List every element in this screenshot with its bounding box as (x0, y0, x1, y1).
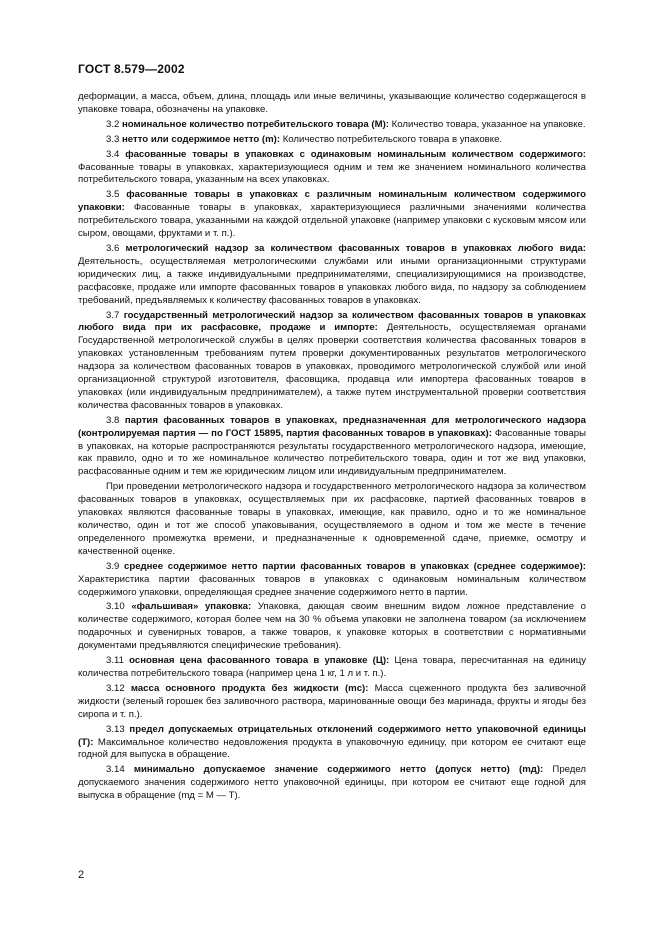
paragraph (78, 415, 586, 480)
clause-number: 3.10 (106, 601, 125, 613)
paragraph-text: Упаковка, дающая своим внешним видом ложное представление о количестве содержимого, которая более чем на 30 % объема упаковки не заполнена товаром (за исключением подарочных и сувенирных товаров, а также товаров, к упаковке которых в соответствии с нормативными документами предъявляются специфические требования). (78, 601, 586, 652)
paragraph (78, 91, 586, 117)
clause-number: 3.7 (106, 309, 120, 321)
paragraph (78, 243, 586, 308)
paragraph-text: Деятельность, осуществляемая органами Государственной метрологической службы в целях проверки соответствия количества фасованных товаров в упаковках установленным требованиям путем проверки документированных результатов метрологического надзора за количеством фасованных товаров в упаковках, проводимого метрологической службой или иной организационной структурой изготовителя, фасовщика, продавца или импортера фасованных товаров в упаковках (или индивидуальным предпринимателем), а также путем инструментальной проверки соответствия количества фасованных товаров в упаковках. (78, 322, 586, 411)
document-body (78, 91, 586, 805)
paragraph (78, 764, 586, 803)
paragraph (78, 655, 586, 681)
term-definition-heading: минимально допускаемое значение содержимого нетто (допуск нетто) (mд): (133, 764, 544, 776)
term-definition-heading: партия фасованных товаров в упаковках, предназначенная для метрологического надзора (контролируемая партия — по ГОСТ 15895, партия фасованных товаров в упаковках): (78, 414, 586, 439)
paragraph-text: Фасованные товары в упаковках, характеризующиеся одним и тем же значением номинального количества потребительского товара, указанным на всех упаковках. (78, 161, 586, 186)
paragraph-text: Характеристика партии фасованных товаров в упаковках с одинаковым номинальным количеством содержимого упаковки, определяющая среднее значение содержимого нетто в партии. (78, 573, 586, 598)
term-definition-heading: предел допускаемых отрицательных отклонений содержимого нетто упаковочной единицы (T): (78, 723, 586, 748)
term-definition-heading: метрологический надзор за количеством фасованных товаров в упаковках любого вида: (125, 242, 586, 254)
paragraph-text: деформации, а масса, объем, длина, площадь или иные величины, указывающие количество содержащегося в упаковке товара, обозначены на упаковке. (78, 91, 586, 115)
term-definition-heading: государственный метрологический надзор за количеством фасованных товаров в упаковках любого вида при их расфасовке, продаже и импорте: (78, 309, 586, 334)
paragraph-text: Масса сцеженного продукта без заливочной жидкости (зеленый горошек без заливочного раствора, маринованные овощи без маринада, фрукты и ягоды без сиропа и т. п.). (78, 682, 586, 720)
clause-number: 3.5 (106, 189, 120, 201)
clause-number: 3.13 (106, 723, 125, 735)
document-header: ГОСТ 8.579—2002 (78, 62, 185, 76)
paragraph-text: Фасованные товары в упаковках, характеризующиеся различными значениями количества потребительского товара, указанными на каждой отдельной упаковке (например упаковки с кусковым мясом или сыром, овощами, фруктами и т. п.). (78, 202, 587, 240)
paragraph-text: Количество потребительского товара в упаковке. (282, 133, 503, 145)
term-definition-heading: номинальное количество потребительского товара (M): (122, 118, 389, 130)
clause-number: 3.2 (106, 118, 120, 130)
clause-number: 3.14 (106, 764, 125, 776)
paragraph (78, 310, 586, 413)
paragraph (78, 134, 586, 147)
clause-number: 3.12 (106, 682, 125, 694)
paragraph (78, 119, 586, 132)
clause-number: 3.9 (106, 560, 120, 572)
term-definition-heading: среднее содержимое нетто партии фасованных товаров в упаковках (среднее содержимое): (124, 560, 586, 572)
paragraph-text: Максимальное количество недовложения продукта в упаковочную единицу, при котором ее считают еще годной для выпуска в обращение. (78, 736, 586, 761)
paragraph-text: Фасованные товары в упаковках, на которые распространяются результаты государственного метрологического надзора, имеющие, как правило, одно и то же номинальное количество потребительского товара, один и тот же вид упаковки, расфасованные одним и тем же юридическим лицом или индивидуальным предпринимателем. (78, 427, 586, 478)
clause-number: 3.11 (106, 655, 124, 667)
paragraph (78, 189, 586, 241)
paragraph-text: Предел допускаемого значения содержимого нетто упаковочной единицы, при котором ее считают еще годной для выпуска в обращение (mд = M — T). (78, 764, 586, 802)
page-number: 2 (78, 869, 85, 881)
paragraph (78, 683, 586, 722)
clause-number: 3.8 (106, 414, 120, 426)
paragraph (78, 561, 586, 600)
clause-number: 3.4 (106, 148, 120, 160)
paragraph-text: Деятельность, осуществляемая метрологическими службами или иными организационными структурами юридических лиц, а также индивидуальными предпринимателями, специализирующимися на производстве, расфасовке, продаже или импорте фасованных товаров в упаковках любого вида, по надзору за соблюдением требований, предъявляемых к количеству фасованных товаров в упаковках. (78, 255, 586, 306)
paragraph (78, 149, 586, 188)
paragraph (78, 724, 586, 763)
term-definition-heading: «фальшивая» упаковка: (131, 601, 252, 613)
term-definition-heading: фасованные товары в упаковках с различным номинальным количеством содержимого упаковки: (78, 189, 586, 214)
term-definition-heading: нетто или содержимое нетто (m): (122, 133, 281, 145)
term-definition-heading: фасованные товары в упаковках с одинаковым номинальным количеством содержимого: (125, 148, 586, 160)
paragraph-text: Цена товара, пересчитанная на единицу количества потребительского товара (например цена 1 кг, 1 л и т. п.). (78, 655, 586, 679)
term-definition-heading: основная цена фасованного товара в упаковке (Ц): (129, 655, 390, 667)
paragraph (78, 601, 586, 653)
paragraph-text: Количество товара, указанное на упаковке. (391, 118, 586, 130)
paragraph (78, 481, 586, 558)
paragraph-text: При проведении метрологического надзора и государственного метрологического надзора за количеством фасованных товаров в упаковках, осуществляемых при их расфасовке, партией фасованных товаров в упаковках являются фасованные товары в упаковках, имеющие, как правило, одно и то же номинальное количество, один и тот же способ упаковывания, осуществляемого в одном и том же месте в течение определенного промежутка времени, и предназначенные к одновременной сдаче, приемке, осмотру и качественной оценке. (78, 481, 586, 557)
clause-number: 3.3 (106, 133, 120, 145)
clause-number: 3.6 (106, 242, 120, 254)
term-definition-heading: масса основного продукта без жидкости (mс): (130, 682, 369, 694)
